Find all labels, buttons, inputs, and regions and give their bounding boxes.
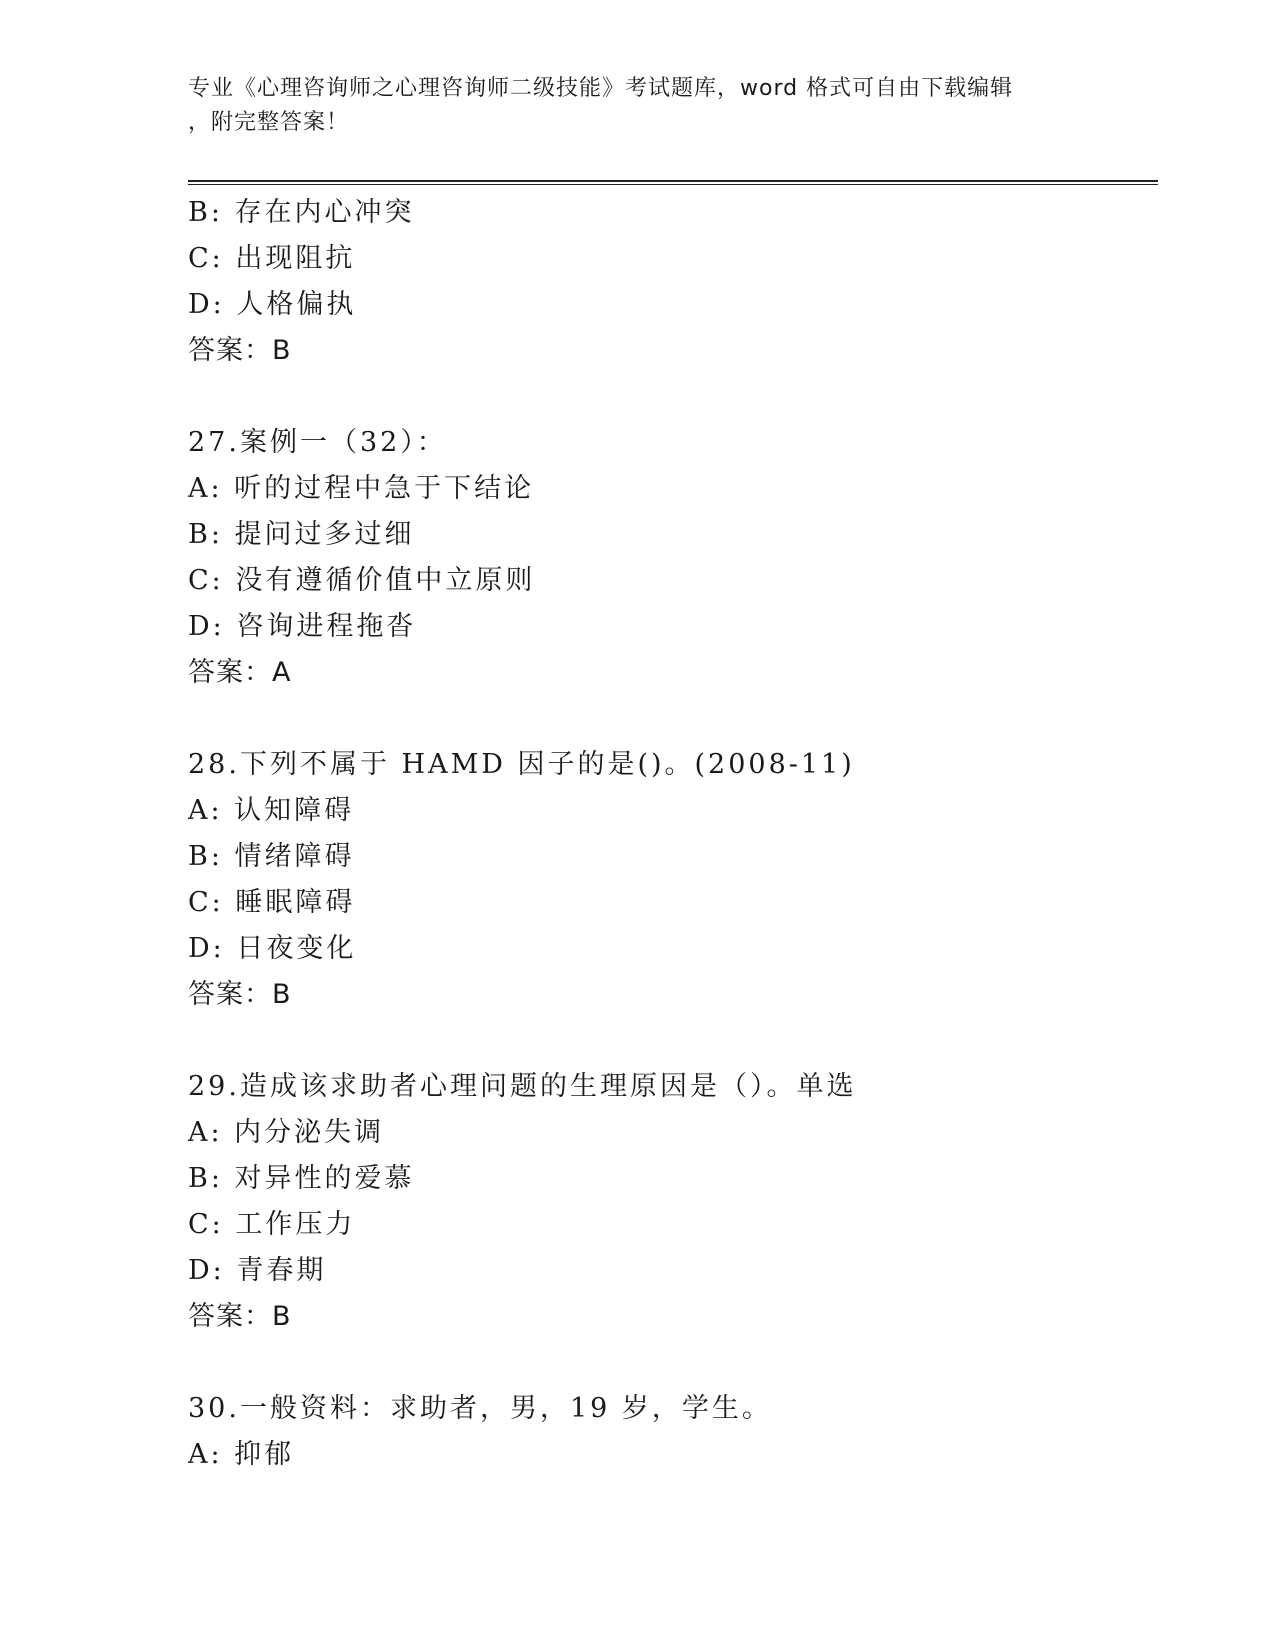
header-title-line-2: ，附完整答案！	[188, 110, 350, 135]
option-c: C: 出现阻抗	[188, 243, 356, 274]
option-c: C: 没有遵循价值中立原则	[188, 565, 536, 596]
option-d: D: 日夜变化	[188, 933, 357, 964]
question-28	[188, 742, 1158, 1018]
question-stem: 29.造成该求助者心理问题的生理原因是（）。单选	[188, 1071, 857, 1102]
spacer	[188, 1018, 1158, 1064]
answer-line: 答案：A	[188, 657, 292, 688]
option-c: C: 工作压力	[188, 1209, 356, 1240]
option-d: D: 青春期	[188, 1255, 327, 1286]
header-title-line: 专业《心理咨询师之心理咨询师二级技能》考试题库，word 格式可自由下载编辑	[188, 76, 1014, 101]
spacer	[188, 1340, 1158, 1386]
answer-line: 答案：B	[188, 335, 292, 366]
option-b: B: 对异性的爱慕	[188, 1163, 415, 1194]
option-c: C: 睡眠障碍	[188, 887, 356, 918]
question-stem: 28.下列不属于 HAMD 因子的是()。(2008-11)	[188, 749, 855, 780]
answer-line: 答案：B	[188, 1301, 292, 1332]
option-a: A: 抑郁	[188, 1439, 295, 1470]
option-d: D: 咨询进程拖沓	[188, 611, 417, 642]
option-b: B: 情绪障碍	[188, 841, 355, 872]
option-a: A: 听的过程中急于下结论	[188, 473, 535, 504]
spacer	[188, 374, 1158, 420]
question-26-continued	[188, 190, 1158, 374]
question-30	[188, 1386, 1158, 1478]
question-29	[188, 1064, 1158, 1340]
option-d: D: 人格偏执	[188, 289, 357, 320]
question-stem: 27.案例一（32）：	[188, 427, 447, 458]
question-stem: 30.一般资料：求助者，男，19 岁，学生。	[188, 1393, 772, 1424]
question-27	[188, 420, 1158, 696]
answer-line: 答案：B	[188, 979, 292, 1010]
spacer	[188, 696, 1158, 742]
header-divider	[188, 180, 1158, 185]
option-a: A: 内分泌失调	[188, 1117, 385, 1148]
question-list	[188, 190, 1158, 1478]
document-header	[188, 72, 1088, 140]
option-b: B: 存在内心冲突	[188, 197, 415, 228]
option-a: A: 认知障碍	[188, 795, 355, 826]
option-b: B: 提问过多过细	[188, 519, 415, 550]
